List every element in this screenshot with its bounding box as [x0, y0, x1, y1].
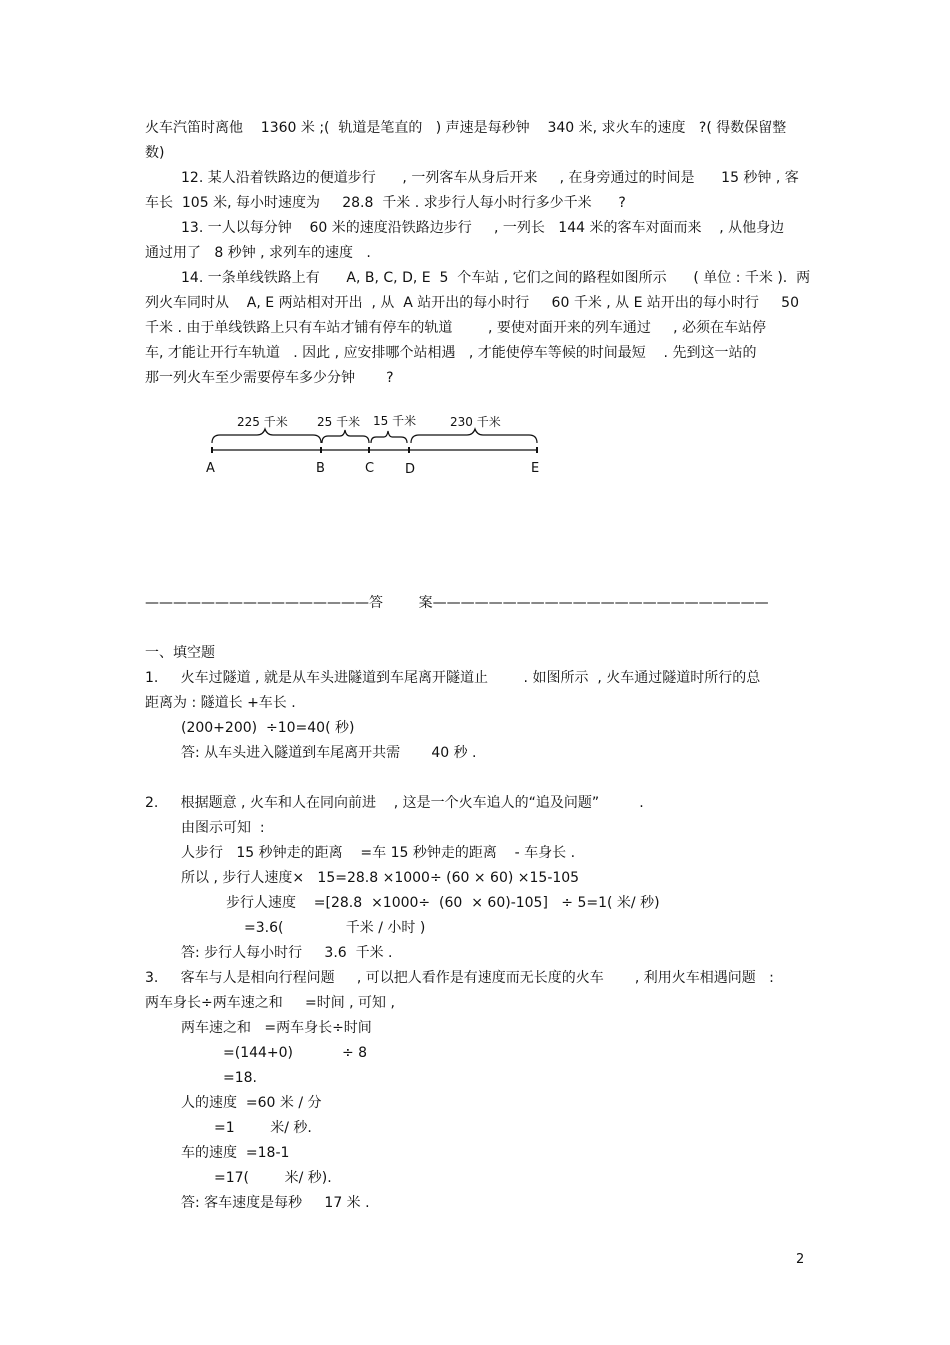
- a3-line7: =1 米/ 秒.: [214, 1120, 312, 1136]
- a2-line7: 答: 步行人每小时行 3.6 千米 .: [181, 945, 393, 961]
- segment-label-bc: 25 千米: [317, 415, 361, 429]
- a3-line10: 答: 客车速度是每秒 17 米 .: [181, 1195, 370, 1211]
- segment-label-cd: 15 千米: [373, 414, 417, 428]
- a2-line6: =3.6( 千米 / 小时 ): [244, 920, 426, 936]
- segment-label-de: 230 千米: [450, 415, 501, 429]
- a3-line1: 3. 客车与人是相向行程问题 , 可以把人看作是有速度而无长度的火车 , 利用火车相遇问题 :: [145, 970, 774, 986]
- p14-line2: 列火车同时从 A, E 两站相对开出 , 从 A 站开出的每小时行 60 千米 , 从 E 站开出的每小时行 50: [145, 295, 799, 311]
- p12-line2: 车长 105 米, 每小时速度为 28.8 千米 . 求步行人每小时行多少千米 ?: [145, 195, 626, 211]
- brace-cd: [371, 431, 407, 443]
- a2-line3: 人步行 15 秒钟走的距离 =车 15 秒钟走的距离 - 车身长 .: [181, 845, 576, 861]
- p11-line1: 火车汽笛时离他 1360 米 ;( 轨道是笔直的 ) 声速是每秒钟 340 米, 求火车的速度 ?( 得数保留整: [145, 120, 787, 136]
- p14-line4: 车, 才能让开行车轨道 . 因此 , 应安排哪个站相遇 , 才能使停车等候的时间最短 . 先到这一站的: [145, 345, 757, 361]
- brace-ab: [212, 429, 321, 443]
- p14-line3: 千米 . 由于单线铁路上只有车站才铺有停车的轨道 , 要使对面开来的列车通过 , 必须在车站停: [145, 320, 767, 336]
- page-number: 2: [796, 1252, 805, 1267]
- brace-de: [411, 429, 537, 443]
- a1-line4: 答: 从车头进入隧道到车尾离开共需 40 秒 .: [181, 745, 477, 761]
- station-label-c: C: [365, 461, 375, 476]
- p13-line2: 通过用了 8 秒钟 , 求列车的速度 .: [145, 245, 371, 261]
- station-label-d: D: [405, 462, 416, 477]
- a3-line4: =(144+0) ÷ 8: [223, 1045, 368, 1061]
- a1-line2: 距离为 : 隧道长 +车长 .: [145, 695, 296, 711]
- section-title: 一、填空题: [145, 645, 215, 661]
- a2-line4: 所以 , 步行人速度× 15=28.8 ×1000÷ (60 × 60) ×15-105: [181, 870, 580, 886]
- a3-line9: =17( 米/ 秒).: [214, 1170, 332, 1186]
- station-label-a: A: [206, 461, 215, 476]
- a1-line3: (200+200) ÷10=40( 秒): [181, 720, 355, 736]
- a3-line5: =18.: [223, 1070, 257, 1086]
- p13-line1: 13. 一人以每分钟 60 米的速度沿铁路边步行 , 一列长 144 米的客车对面而来 , 从他身边: [181, 220, 785, 236]
- brace-bc: [322, 430, 369, 443]
- a2-line1: 2. 根据题意 , 火车和人在同向前进 , 这是一个火车追人的“追及问题” .: [145, 795, 644, 811]
- railway-diagram: [195, 405, 555, 485]
- p14-line1: 14. 一条单线铁路上有 A, B, C, D, E 5 个车站 , 它们之间的路程如图所示 ( 单位 : 千米 ). 两: [181, 270, 811, 286]
- a3-line8: 车的速度 =18-1: [181, 1145, 290, 1161]
- p12-line1: 12. 某人沿着铁路边的便道步行 , 一列客车从身后开来 , 在身旁通过的时间是 15 秒钟 , 客: [181, 170, 799, 186]
- a2-line5: 步行人速度 =[28.8 ×1000÷ (60 × 60)-105] ÷ 5=1( 米/ 秒): [226, 895, 660, 911]
- a3-line3: 两车速之和 =两车身长÷时间: [181, 1020, 372, 1036]
- station-label-b: B: [316, 461, 325, 476]
- a3-line2: 两车身长÷两车速之和 =时间 , 可知 ,: [145, 995, 395, 1011]
- segment-label-ab: 225 千米: [237, 415, 288, 429]
- answer-divider: ————————————————答 案————————————————————————: [145, 595, 769, 611]
- p14-line5: 那一列火车至少需要停车多少分钟 ?: [145, 370, 394, 386]
- a2-line2: 由图示可知 :: [181, 820, 265, 836]
- station-label-e: E: [531, 461, 540, 476]
- a1-line1: 1. 火车过隧道 , 就是从车头进隧道到车尾离开隧道止 . 如图所示 , 火车通过隧道时所行的总: [145, 670, 761, 686]
- a3-line6: 人的速度 =60 米 / 分: [181, 1095, 322, 1111]
- p11-line2: 数): [145, 145, 165, 161]
